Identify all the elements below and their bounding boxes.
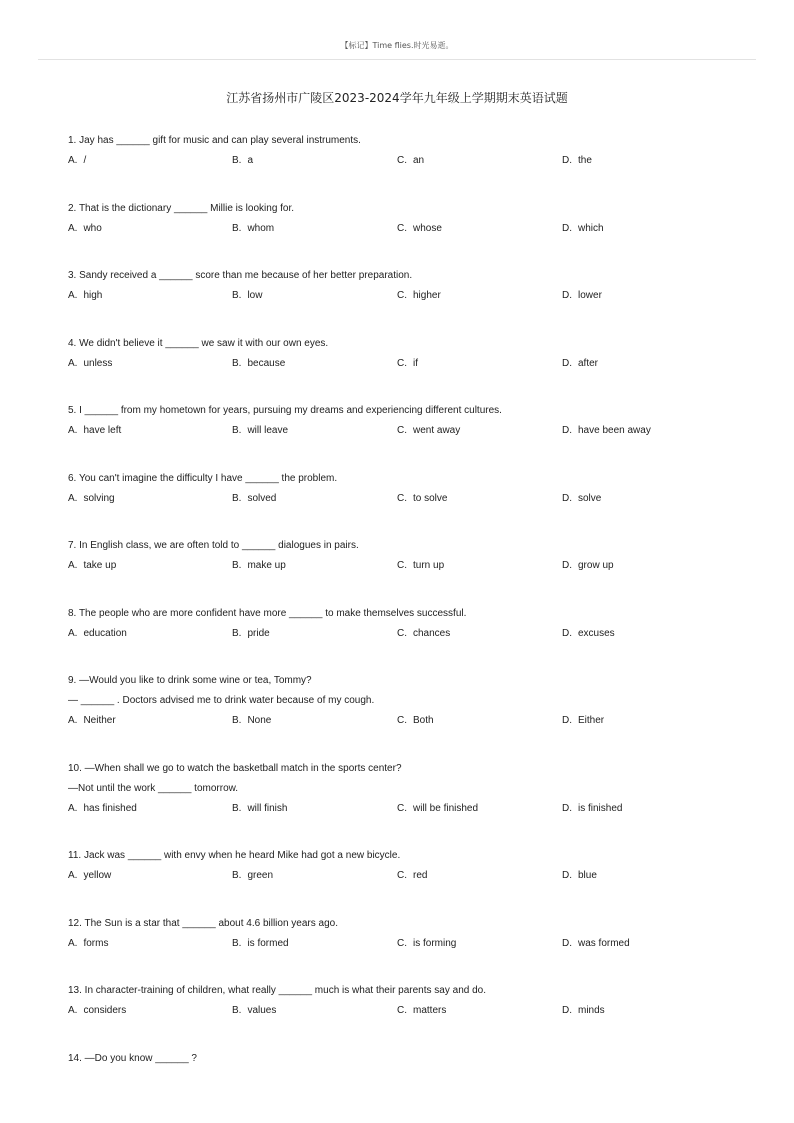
question-text: 4. We didn't believe it ______ we saw it with our own eyes.	[68, 337, 329, 349]
option-letter: C.	[397, 560, 407, 571]
option-letter: A.	[68, 1005, 78, 1016]
question-item	[68, 914, 758, 982]
question-item	[68, 536, 758, 604]
answer-option-a	[68, 489, 115, 509]
option-letter: C.	[397, 937, 407, 949]
question-text: —Not until the work ______ tomorrow.	[68, 782, 239, 794]
option-text: green	[247, 870, 274, 881]
option-letter: B.	[232, 715, 242, 726]
option-letter: B.	[232, 937, 242, 949]
option-text: to solve	[413, 492, 448, 504]
option-text: has finished	[83, 802, 137, 814]
answer-option-d	[562, 934, 630, 954]
option-text: will finish	[247, 802, 288, 814]
option-text: lower	[578, 290, 602, 301]
option-text: is finished	[578, 802, 623, 814]
option-letter: D.	[562, 357, 572, 369]
option-text: whose	[413, 222, 442, 234]
option-text: is formed	[247, 937, 289, 949]
option-text: minds	[578, 1005, 605, 1016]
option-letter: C.	[397, 492, 407, 504]
option-text: have been away	[578, 425, 651, 436]
answer-option-b	[232, 219, 274, 239]
option-letter: D.	[562, 155, 572, 166]
answer-options	[68, 489, 758, 509]
answer-option-a	[68, 354, 112, 374]
answer-options	[68, 151, 758, 171]
option-text: is forming	[413, 937, 457, 949]
answer-option-c	[397, 1001, 446, 1021]
option-text: turn up	[413, 560, 445, 571]
answer-options	[68, 624, 758, 644]
answer-options	[68, 421, 758, 441]
answer-option-c	[397, 489, 447, 509]
option-text: will leave	[247, 425, 289, 436]
answer-option-b	[232, 866, 273, 886]
answer-option-d	[562, 286, 602, 306]
answer-option-b	[232, 489, 276, 509]
answer-option-d	[562, 151, 592, 171]
answer-option-a	[68, 799, 137, 819]
option-letter: C.	[397, 290, 407, 301]
answer-option-d	[562, 799, 622, 819]
answer-options	[68, 934, 758, 954]
option-letter: A.	[68, 492, 78, 504]
option-letter: C.	[397, 1005, 407, 1016]
option-text: take up	[83, 560, 117, 571]
option-letter: B.	[232, 1005, 242, 1016]
option-letter: D.	[562, 870, 572, 881]
question-item	[68, 981, 758, 1049]
option-text: grow up	[578, 560, 614, 571]
answer-option-c	[397, 556, 444, 576]
option-letter: D.	[562, 560, 572, 571]
option-letter: B.	[232, 155, 242, 166]
question-item	[68, 1049, 758, 1117]
option-letter: D.	[562, 492, 572, 504]
option-text: high	[83, 290, 103, 301]
option-letter: A.	[68, 715, 78, 726]
question-text: 7. In English class, we are often told to ______ dialogues in pairs.	[68, 540, 359, 551]
option-letter: B.	[232, 222, 242, 234]
option-text: an	[413, 155, 425, 166]
answer-option-b	[232, 624, 270, 644]
option-text: Both	[413, 715, 434, 726]
page-title: 江苏省扬州市广陵区2023-2024学年九年级上学期期末英语试题	[226, 91, 568, 105]
answer-options	[68, 711, 758, 731]
answer-option-c	[397, 799, 478, 819]
option-letter: D.	[562, 715, 572, 726]
option-letter: D.	[562, 425, 572, 436]
answer-option-a	[68, 934, 108, 954]
answer-option-d	[562, 421, 651, 441]
option-letter: A.	[68, 425, 78, 436]
answer-option-d	[562, 866, 597, 886]
question-text: 13. In character-training of children, what really ______ much is what their parents say and do.	[68, 985, 487, 996]
option-text: /	[83, 155, 87, 166]
question-item	[68, 199, 758, 267]
answer-option-c	[397, 866, 427, 886]
question-item	[68, 671, 758, 759]
answer-option-d	[562, 354, 598, 374]
question-item	[68, 846, 758, 914]
answer-option-a	[68, 286, 102, 306]
option-text: values	[247, 1005, 277, 1016]
option-text: considers	[83, 1005, 127, 1016]
option-text: the	[578, 155, 592, 166]
answer-option-b	[232, 421, 288, 441]
option-letter: D.	[562, 627, 572, 639]
question-text: 2. That is the dictionary ______ Millie is looking for.	[68, 202, 295, 214]
answer-option-c	[397, 286, 441, 306]
answer-option-c	[397, 421, 460, 441]
option-letter: B.	[232, 560, 242, 571]
answer-option-b	[232, 286, 262, 306]
option-letter: D.	[562, 1005, 572, 1016]
option-text: matters	[413, 1005, 447, 1016]
question-text: 3. Sandy received a ______ score than me because of her better preparation.	[68, 270, 413, 281]
option-text: education	[83, 627, 127, 639]
option-letter: B.	[232, 627, 242, 639]
option-text: solve	[578, 492, 602, 504]
option-text: because	[247, 357, 286, 369]
option-letter: C.	[397, 802, 407, 814]
option-text: red	[413, 870, 428, 881]
option-letter: B.	[232, 425, 242, 436]
option-text: blue	[578, 870, 597, 881]
option-text: if	[413, 357, 418, 369]
option-letter: D.	[562, 937, 572, 949]
option-letter: A.	[68, 870, 78, 881]
answer-option-a	[68, 866, 111, 886]
option-letter: B.	[232, 492, 242, 504]
question-item	[68, 334, 758, 402]
option-text: went away	[413, 425, 461, 436]
answer-option-d	[562, 219, 604, 239]
header-note: 【标记】Time flies.时光易逝。	[340, 41, 454, 50]
option-letter: A.	[68, 627, 78, 639]
answer-option-d	[562, 624, 615, 644]
answer-option-a	[68, 219, 102, 239]
option-text: forms	[83, 937, 109, 949]
option-text: low	[247, 290, 263, 301]
option-text: which	[578, 222, 604, 234]
answer-option-c	[397, 624, 450, 644]
question-text: 11. Jack was ______ with envy when he heard Mike had got a new bicycle.	[68, 850, 401, 861]
question-item	[68, 401, 758, 469]
answer-option-a	[68, 421, 121, 441]
option-text: None	[247, 715, 272, 726]
option-letter: A.	[68, 155, 78, 166]
answer-options	[68, 866, 758, 886]
option-text: was formed	[578, 937, 630, 949]
option-text: have left	[83, 425, 122, 436]
option-letter: A.	[68, 560, 78, 571]
answer-option-b	[232, 934, 289, 954]
question-text: 10. —When shall we go to watch the basketball match in the sports center?	[68, 762, 402, 774]
option-text: who	[83, 222, 102, 234]
option-text: Neither	[83, 715, 116, 726]
option-text: higher	[413, 290, 441, 301]
question-item	[68, 759, 758, 847]
option-letter: C.	[397, 222, 407, 234]
answer-options	[68, 556, 758, 576]
option-letter: D.	[562, 802, 572, 814]
answer-option-c	[397, 151, 424, 171]
option-letter: B.	[232, 357, 242, 369]
answer-option-b	[232, 711, 271, 731]
option-letter: A.	[68, 290, 78, 301]
answer-option-d	[562, 489, 601, 509]
question-text: 1. Jay has ______ gift for music and can play several instruments.	[68, 135, 361, 146]
question-item	[68, 266, 758, 334]
answer-option-c	[397, 219, 442, 239]
answer-option-c	[397, 354, 418, 374]
option-letter: A.	[68, 357, 78, 369]
header-divider	[38, 59, 756, 60]
question-item	[68, 604, 758, 672]
answer-option-a	[68, 711, 116, 731]
question-text: — ______ . Doctors advised me to drink water because of my cough.	[68, 695, 375, 706]
answer-option-a	[68, 151, 86, 171]
question-item	[68, 469, 758, 537]
answer-option-c	[397, 934, 456, 954]
answer-options	[68, 799, 758, 819]
option-letter: A.	[68, 937, 78, 949]
answer-options	[68, 354, 758, 374]
option-text: pride	[247, 627, 270, 639]
answer-options	[68, 1001, 758, 1021]
question-text: 9. —Would you like to drink some wine or tea, Tommy?	[68, 675, 312, 686]
option-letter: C.	[397, 425, 407, 436]
question-item	[68, 131, 758, 199]
option-text: make up	[247, 560, 286, 571]
option-text: Either	[578, 715, 605, 726]
question-list	[68, 131, 758, 1116]
question-text: 14. —Do you know ______ ?	[68, 1052, 197, 1064]
answer-options	[68, 219, 758, 239]
option-text: chances	[413, 627, 451, 639]
option-letter: C.	[397, 870, 407, 881]
option-letter: B.	[232, 870, 242, 881]
option-letter: C.	[397, 627, 407, 639]
answer-option-b	[232, 799, 287, 819]
answer-option-d	[562, 556, 614, 576]
option-text: after	[578, 357, 599, 369]
option-text: solving	[83, 492, 115, 504]
option-text: will be finished	[413, 802, 479, 814]
option-letter: A.	[68, 802, 78, 814]
option-text: yellow	[83, 870, 112, 881]
answer-option-b	[232, 1001, 276, 1021]
question-text: 8. The people who are more confident have more ______ to make themselves successful.	[68, 607, 467, 619]
answer-option-a	[68, 1001, 126, 1021]
option-letter: B.	[232, 802, 242, 814]
question-text: 6. You can't imagine the difficulty I have ______ the problem.	[68, 472, 338, 484]
option-text: unless	[83, 357, 113, 369]
option-text: whom	[247, 222, 275, 234]
answer-option-a	[68, 624, 127, 644]
answer-options	[68, 286, 758, 306]
answer-option-b	[232, 354, 285, 374]
option-text: excuses	[578, 627, 615, 639]
answer-option-c	[397, 711, 434, 731]
answer-option-d	[562, 1001, 605, 1021]
answer-option-d	[562, 711, 604, 731]
option-letter: C.	[397, 715, 407, 726]
option-letter: C.	[397, 155, 407, 166]
option-letter: B.	[232, 290, 242, 301]
answer-option-b	[232, 151, 253, 171]
question-text: 12. The Sun is a star that ______ about 4.6 billion years ago.	[68, 917, 338, 929]
answer-option-b	[232, 556, 286, 576]
question-text: 5. I ______ from my hometown for years, pursuing my dreams and experiencing different cultures.	[68, 405, 502, 416]
option-letter: A.	[68, 222, 78, 234]
option-text: a	[247, 155, 254, 166]
option-letter: D.	[562, 222, 572, 234]
answer-option-a	[68, 556, 116, 576]
option-text: solved	[247, 492, 277, 504]
option-letter: D.	[562, 290, 572, 301]
option-letter: C.	[397, 357, 407, 369]
